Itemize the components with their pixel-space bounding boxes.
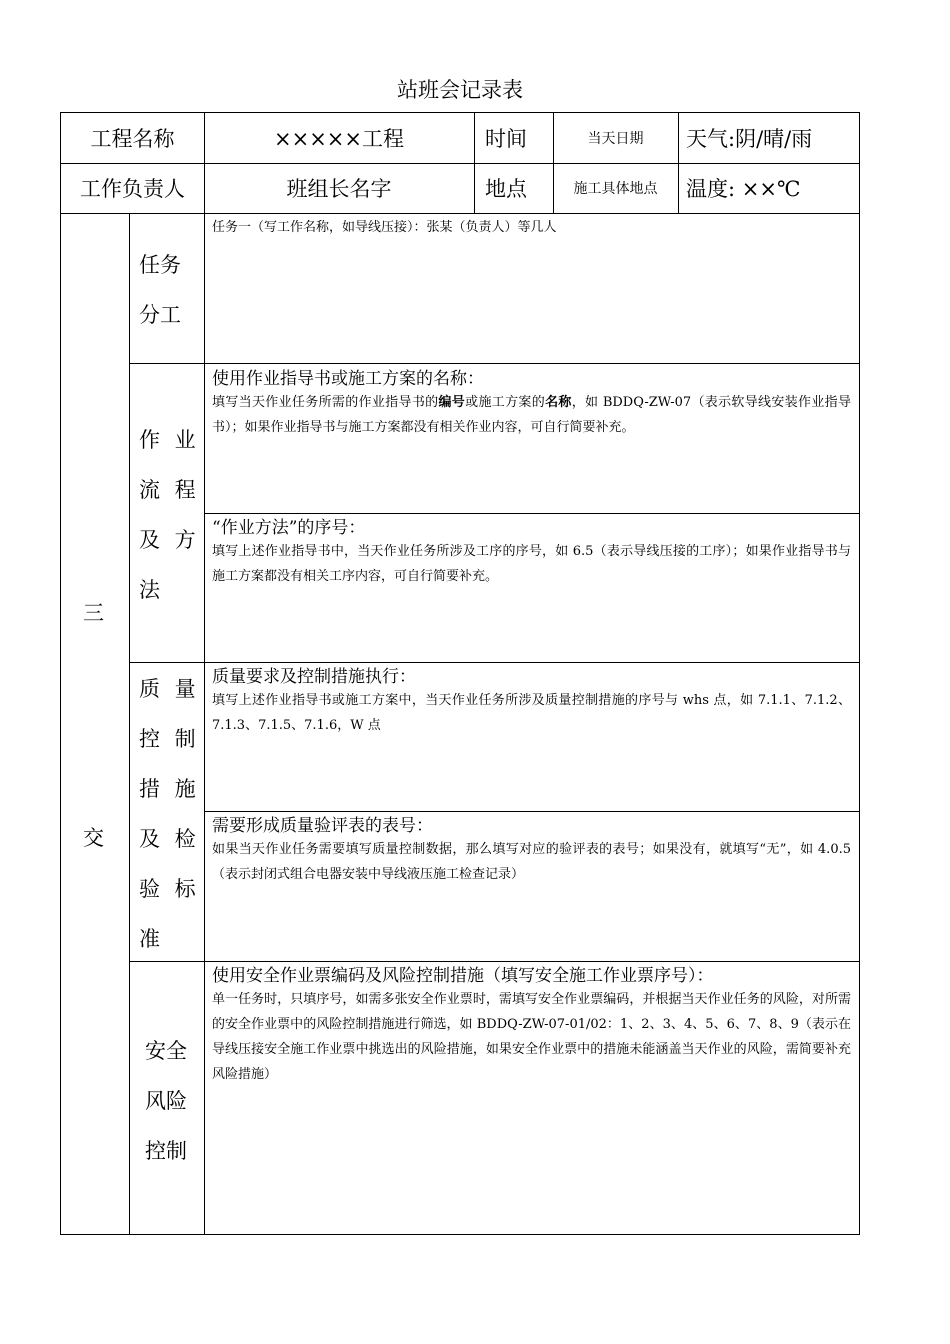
record-table <box>60 112 860 1235</box>
process-block-2-heading: “作业方法”的序号： <box>212 518 366 538</box>
task-text: 任务一（写工作名称，如导线压接）：张某（负责人）等几人 <box>212 220 557 235</box>
quality-label-line: 及 检 <box>139 827 196 851</box>
row-divider <box>61 213 859 214</box>
place-value: 施工具体地点 <box>573 181 658 197</box>
bold-span: 名称 <box>545 395 572 410</box>
project-name-value: ×××××工程 <box>274 127 404 151</box>
process-label-line: 法 <box>139 578 160 602</box>
row-divider <box>204 811 859 812</box>
process-label <box>139 415 196 615</box>
quality-label-line: 质 量 <box>139 677 196 701</box>
safety-label-line: 控制 <box>145 1139 187 1163</box>
place-label: 地点 <box>485 177 527 201</box>
process-block-1-heading: 使用作业指导书或施工方案的名称： <box>212 369 484 389</box>
quality-label-line: 验 标 <box>139 877 196 901</box>
text-span: ，如 BDDQ-ZW-07（表示软导线安装作业指导书）；如果作业指导书与施工方案都没有相关作业内容，可自行简要补充。 <box>212 395 851 435</box>
quality-block-2-heading: 需要形成质量验评表的表号： <box>212 816 433 836</box>
weather-value: 天气:阴/晴/雨 <box>686 127 813 151</box>
row-divider <box>129 961 859 962</box>
page-title: 站班会记录表 <box>397 78 523 102</box>
process-block-2-text: 填写上述作业指导书中，当天作业任务所涉及工序的序号，如 6.5（表示导线压接的工序）；如果作业指导书与施工方案都没有相关工序内容，可自行简要补充。 <box>212 544 851 584</box>
col-divider <box>678 113 679 213</box>
bold-span: 编号 <box>438 395 466 410</box>
process-block-1 <box>204 368 859 440</box>
quality-block-1 <box>204 666 859 738</box>
safety-block <box>204 965 859 1087</box>
process-label-line: 作 业 <box>139 428 196 452</box>
task-label-line: 分工 <box>139 303 181 327</box>
safety-heading: 使用安全作业票编码及风险控制措施（填写安全施工作业票序号）： <box>212 966 714 986</box>
row-divider <box>129 662 859 663</box>
side-label-san: 三 <box>83 601 104 625</box>
quality-block-2 <box>204 815 859 887</box>
side-label-jiao: 交 <box>83 826 104 850</box>
time-label: 时间 <box>485 127 527 151</box>
safety-label <box>145 1026 187 1176</box>
col-divider <box>474 113 475 213</box>
safety-label-line: 安全 <box>145 1039 187 1063</box>
row-divider <box>204 513 859 514</box>
quality-block-1-text: 填写上述作业指导书或施工方案中，当天作业任务所涉及质量控制措施的序号与 whs 点，如 7.1.1、7.1.2、7.1.3、7.1.5、7.1.6，W 点 <box>212 693 851 733</box>
safety-label-line: 风险 <box>145 1089 187 1113</box>
process-label-line: 流 程 <box>139 478 196 502</box>
quality-label-line: 控 制 <box>139 727 196 751</box>
text-span: 或施工方案的 <box>465 395 546 410</box>
process-label-line: 及 方 <box>139 528 196 552</box>
quality-label-line: 准 <box>139 927 160 951</box>
col-divider <box>129 213 130 1234</box>
work-leader-value: 班组长名字 <box>286 177 392 201</box>
work-leader-label: 工作负责人 <box>80 177 185 201</box>
quality-block-2-text: 如果当天作业任务需要填写质量控制数据，那么填写对应的验评表的表号；如果没有，就填写“无”，如 4.0.5（表示封闭式组合电器安装中导线液压施工检查记录） <box>212 842 851 882</box>
quality-block-1-heading: 质量要求及控制措施执行： <box>212 667 416 687</box>
temperature-value: 温度: ××℃ <box>686 177 801 201</box>
time-value: 当天日期 <box>587 131 644 147</box>
process-block-2 <box>204 517 859 589</box>
task-label <box>139 240 181 340</box>
text-span: 填写当天作业任务所需的作业指导书的 <box>212 395 439 410</box>
task-label-line: 任务 <box>139 253 181 277</box>
process-block-1-text <box>212 390 851 440</box>
project-name-label: 工程名称 <box>90 127 175 151</box>
safety-text: 单一任务时，只填序号，如需多张安全作业票时，需填写安全作业票编码，并根据当天作业任务的风险，对所需的安全作业票中的风险控制措施进行筛选，如 BDDQ-ZW-07-01/02：1、2、3、4、5、6、7、8、9（表示在导线压接安全施工作业票中挑选出的风险措施，如果安全作业票中的措施未能涵盖当天作业的风险，需简要补充风险措施） <box>212 992 851 1082</box>
quality-label <box>139 664 196 964</box>
quality-label-line: 措 施 <box>139 777 196 801</box>
row-divider <box>129 363 859 364</box>
